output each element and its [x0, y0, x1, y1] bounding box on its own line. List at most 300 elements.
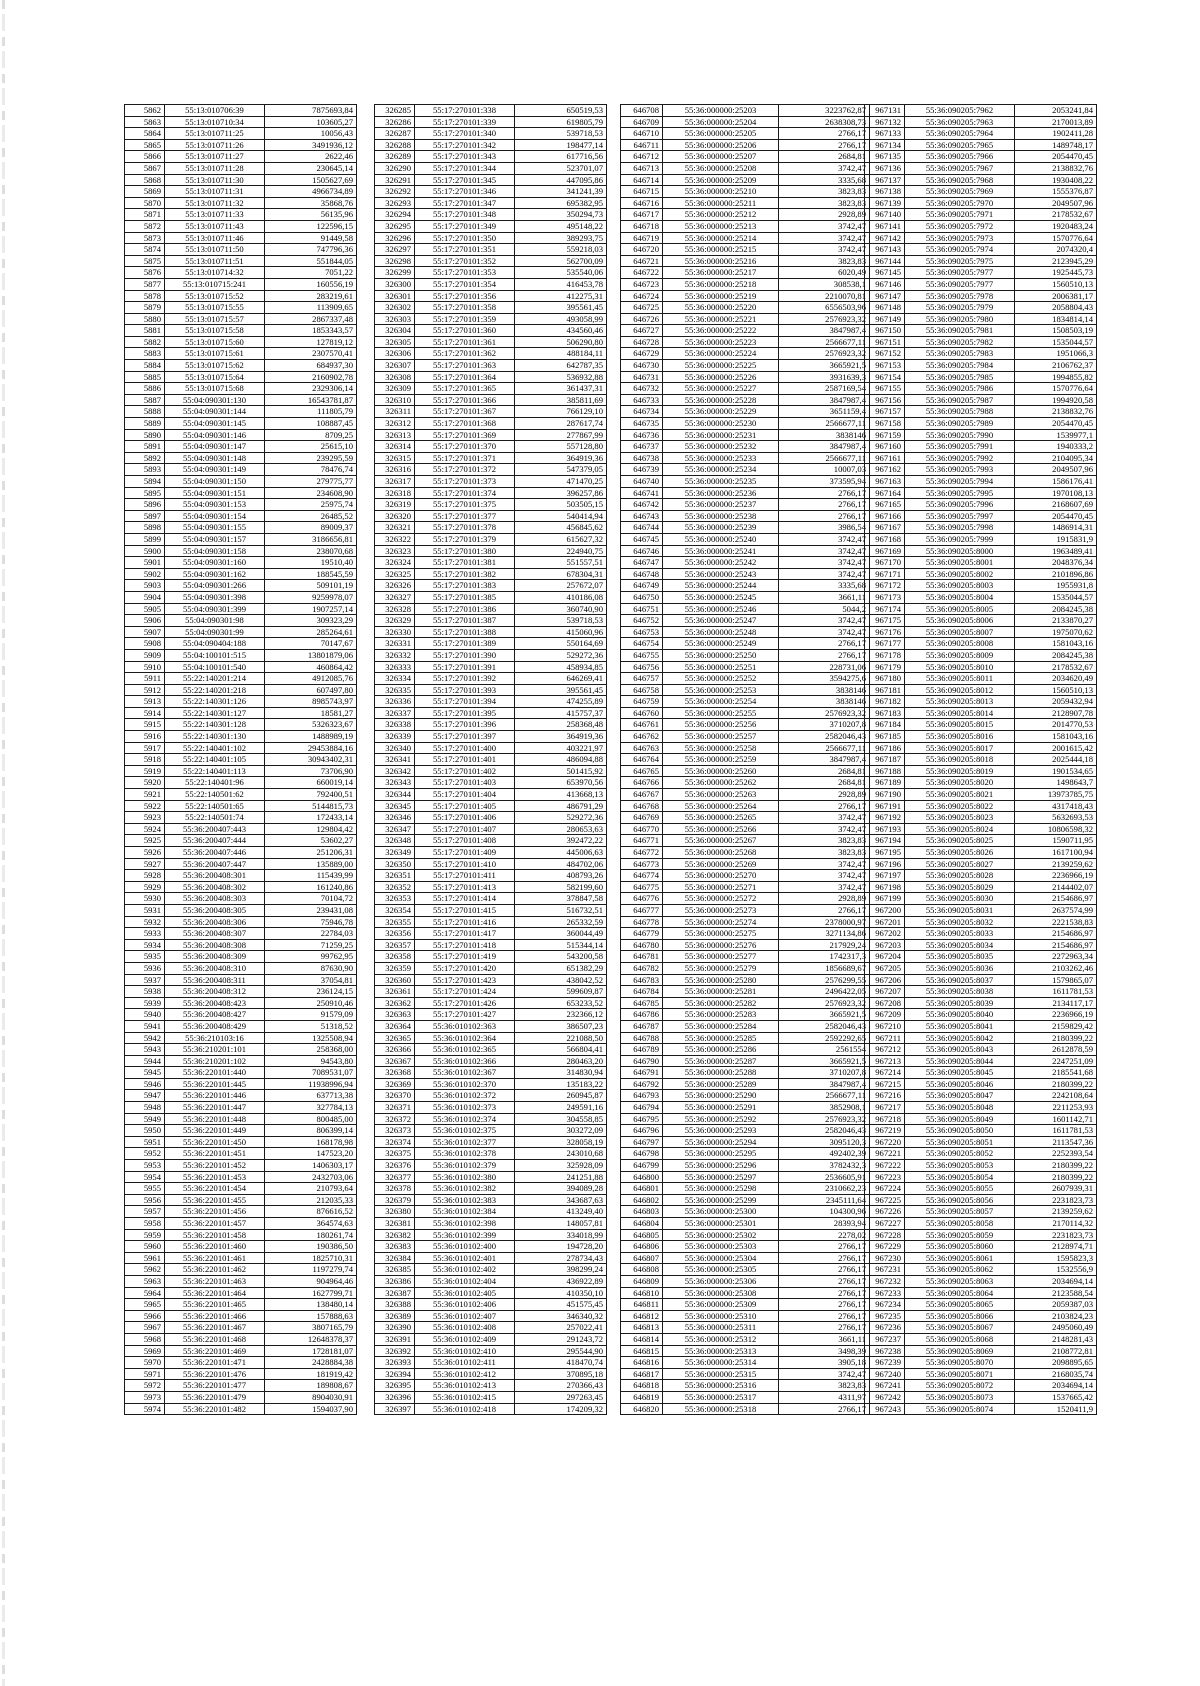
- table-row: [865, 800, 1097, 812]
- table-row: [125, 1206, 357, 1218]
- cadastral-value: 3710207,8: [779, 1067, 870, 1079]
- row-number: 5929: [125, 881, 165, 893]
- table-row: [865, 754, 1097, 766]
- row-number: 646792: [621, 1078, 663, 1090]
- row-number: 326397: [375, 1403, 415, 1415]
- row-number: 646740: [621, 476, 663, 488]
- table-row: [375, 499, 607, 511]
- table-row: [865, 302, 1097, 314]
- row-number: 5915: [125, 719, 165, 731]
- cadastral-value: 2170013,89: [1015, 116, 1097, 128]
- row-number: 5897: [125, 510, 165, 522]
- cadastral-number: 55:36:000000:25289: [663, 1078, 779, 1090]
- row-number: 646780: [621, 939, 663, 951]
- row-number: 646817: [621, 1368, 663, 1380]
- cadastral-value: 529272,36: [515, 812, 607, 824]
- cadastral-number: 55:17:270101:360: [415, 325, 515, 337]
- cadastral-number: 55:04:090301:150: [165, 476, 265, 488]
- row-number: 326289: [375, 151, 415, 163]
- cadastral-value: 243010,68: [515, 1148, 607, 1160]
- row-number: 967170: [865, 557, 905, 569]
- row-number: 5903: [125, 580, 165, 592]
- cadastral-value: 1901534,65: [1015, 765, 1097, 777]
- cadastral-number: 55:36:000000:25264: [663, 800, 779, 812]
- table-row: [375, 754, 607, 766]
- table-row: [865, 418, 1097, 430]
- cadastral-number: 55:36:000000:25275: [663, 928, 779, 940]
- cadastral-number: 55:36:000000:25234: [663, 464, 779, 476]
- cadastral-value: 1595823,3: [1015, 1252, 1097, 1264]
- cadastral-number: 55:36:090205:7983: [905, 348, 1015, 360]
- table-row: [375, 1078, 607, 1090]
- table-row: [125, 487, 357, 499]
- table-row: [375, 510, 607, 522]
- cadastral-value: 3742,47: [779, 626, 870, 638]
- cadastral-number: 55:17:270101:362: [415, 348, 515, 360]
- cadastral-number: 55:36:090205:7967: [905, 162, 1015, 174]
- row-number: 5913: [125, 696, 165, 708]
- table-row: [865, 1403, 1097, 1415]
- row-number: 967140: [865, 209, 905, 221]
- cadastral-value: 2048376,34: [1015, 557, 1097, 569]
- table-row: [865, 1368, 1097, 1380]
- cadastral-value: 2049507,96: [1015, 197, 1097, 209]
- cadastral-value: 2001615,42: [1015, 742, 1097, 754]
- cadastral-number: 55:17:270101:378: [415, 522, 515, 534]
- row-number: 646721: [621, 255, 663, 267]
- cadastral-number: 55:36:010102:367: [415, 1067, 515, 1079]
- cadastral-number: 55:17:270101:381: [415, 557, 515, 569]
- cadastral-value: 2180399,22: [1015, 1032, 1097, 1044]
- table-row: [125, 1403, 357, 1415]
- table-row: [865, 533, 1097, 545]
- row-number: 967156: [865, 394, 905, 406]
- cadastral-value: 2928,89: [779, 893, 870, 905]
- cadastral-number: 55:36:090205:7974: [905, 244, 1015, 256]
- cadastral-value: 104300,96: [779, 1206, 870, 1218]
- row-number: 5948: [125, 1102, 165, 1114]
- row-number: 326341: [375, 754, 415, 766]
- cadastral-number: 55:04:090301:149: [165, 464, 265, 476]
- cadastral-value: 2684,81: [779, 151, 870, 163]
- cadastral-value: 364919,36: [515, 452, 607, 464]
- row-number: 646732: [621, 383, 663, 395]
- row-number: 326391: [375, 1333, 415, 1345]
- cadastral-value: 398299,24: [515, 1264, 607, 1276]
- cadastral-number: 55:36:090205:8074: [905, 1403, 1015, 1415]
- cadastral-value: 2236966,19: [1015, 1009, 1097, 1021]
- table-row: [865, 278, 1097, 290]
- row-number: 5970: [125, 1357, 165, 1369]
- cadastral-value: 3742,47: [779, 244, 870, 256]
- table-row: [375, 1206, 607, 1218]
- table-row: [125, 1183, 357, 1195]
- row-number: 646757: [621, 673, 663, 685]
- cadastral-number: 55:36:090205:8060: [905, 1241, 1015, 1253]
- row-number: 326292: [375, 186, 415, 198]
- table-row: [375, 1252, 607, 1264]
- cadastral-value: 29453884,16: [265, 742, 357, 754]
- row-number: 646801: [621, 1183, 663, 1195]
- row-number: 5952: [125, 1148, 165, 1160]
- table-row: [865, 684, 1097, 696]
- cadastral-value: 2928,89: [779, 209, 870, 221]
- cadastral-number: 55:04:090404:188: [165, 638, 265, 650]
- cadastral-number: 55:36:090205:7998: [905, 522, 1015, 534]
- cadastral-value: 2106762,37: [1015, 360, 1097, 372]
- cadastral-number: 55:13:010711:25: [165, 128, 265, 140]
- row-number: 326388: [375, 1299, 415, 1311]
- table-row: [621, 939, 870, 951]
- cadastral-number: 55:36:090205:7962: [905, 105, 1015, 117]
- row-number: 646744: [621, 522, 663, 534]
- cadastral-value: 103605,27: [265, 116, 357, 128]
- table-row: [375, 835, 607, 847]
- row-number: 646748: [621, 568, 663, 580]
- cadastral-value: 2084245,38: [1015, 649, 1097, 661]
- row-number: 5957: [125, 1206, 165, 1218]
- cadastral-number: 55:36:200408:302: [165, 881, 265, 893]
- cadastral-number: 55:36:090205:8004: [905, 591, 1015, 603]
- cadastral-number: 55:17:270101:394: [415, 696, 515, 708]
- cadastral-number: 55:36:000000:25291: [663, 1102, 779, 1114]
- row-number: 5910: [125, 661, 165, 673]
- cadastral-number: 55:36:220101:462: [165, 1264, 265, 1276]
- cadastral-number: 55:36:090205:8016: [905, 731, 1015, 743]
- table-row: [621, 533, 870, 545]
- cadastral-number: 55:36:090205:8006: [905, 615, 1015, 627]
- cadastral-value: 1486914,31: [1015, 522, 1097, 534]
- cadastral-value: 2236966,19: [1015, 870, 1097, 882]
- cadastral-value: 2180399,22: [1015, 1160, 1097, 1172]
- cadastral-number: 55:36:090205:8041: [905, 1020, 1015, 1032]
- cadastral-value: 2034694,14: [1015, 1380, 1097, 1392]
- cadastral-value: 509101,19: [265, 580, 357, 592]
- row-number: 967136: [865, 162, 905, 174]
- cadastral-number: 55:36:000000:25246: [663, 603, 779, 615]
- table-row: [125, 1160, 357, 1172]
- row-number: 646770: [621, 823, 663, 835]
- row-number: 5898: [125, 522, 165, 534]
- cadastral-number: 55:36:000000:25281: [663, 986, 779, 998]
- row-number: 967149: [865, 313, 905, 325]
- cadastral-value: 3847987,4: [779, 754, 870, 766]
- table-row: [865, 568, 1097, 580]
- cadastral-value: 2576923,32: [779, 707, 870, 719]
- table-row: [865, 928, 1097, 940]
- cadastral-value: 328058,19: [515, 1136, 607, 1148]
- cadastral-number: 55:17:270101:339: [415, 116, 515, 128]
- row-number: 646720: [621, 244, 663, 256]
- table-row: [865, 406, 1097, 418]
- table-row: [865, 1333, 1097, 1345]
- row-number: 646761: [621, 719, 663, 731]
- table-row: [125, 105, 357, 117]
- cadastral-number: 55:36:090205:7972: [905, 220, 1015, 232]
- row-number: 967225: [865, 1194, 905, 1206]
- cadastral-number: 55:36:220101:452: [165, 1160, 265, 1172]
- row-number: 646820: [621, 1403, 663, 1415]
- table-row: [375, 1345, 607, 1357]
- table-row: [125, 1194, 357, 1206]
- table-row: [865, 951, 1097, 963]
- cadastral-number: 55:13:010711:30: [165, 174, 265, 186]
- table-row: [621, 290, 870, 302]
- table-row: [865, 1264, 1097, 1276]
- cadastral-value: 1505627,69: [265, 174, 357, 186]
- cadastral-number: 55:36:200408:427: [165, 1009, 265, 1021]
- cadastral-value: 2766,17: [779, 510, 870, 522]
- row-number: 326347: [375, 823, 415, 835]
- cadastral-value: 251206,31: [265, 847, 357, 859]
- table-row: [375, 151, 607, 163]
- row-number: 646763: [621, 742, 663, 754]
- cadastral-number: 55:13:010711:43: [165, 220, 265, 232]
- table-row: [125, 1368, 357, 1380]
- cadastral-value: 1489748,17: [1015, 139, 1097, 151]
- cadastral-number: 55:36:010102:406: [415, 1299, 515, 1311]
- cadastral-number: 55:36:000000:25247: [663, 615, 779, 627]
- cadastral-value: 168178,98: [265, 1136, 357, 1148]
- table-row: [621, 847, 870, 859]
- row-number: 967224: [865, 1183, 905, 1195]
- table-row: [125, 603, 357, 615]
- table-row: [621, 962, 870, 974]
- cadastral-number: 55:36:200408:308: [165, 939, 265, 951]
- table-row: [375, 1299, 607, 1311]
- table-row: [865, 591, 1097, 603]
- row-number: 5905: [125, 603, 165, 615]
- cadastral-value: 2766,17: [779, 1287, 870, 1299]
- cadastral-value: 2139259,62: [1015, 858, 1097, 870]
- row-number: 967237: [865, 1333, 905, 1345]
- cadastral-number: 55:36:220101:456: [165, 1206, 265, 1218]
- table-row: [865, 731, 1097, 743]
- table-row: [865, 1218, 1097, 1230]
- cadastral-number: 55:36:090205:7994: [905, 476, 1015, 488]
- cadastral-value: 2576299,55: [779, 974, 870, 986]
- cadastral-number: 55:36:000000:25276: [663, 939, 779, 951]
- row-number: 5882: [125, 336, 165, 348]
- table-row: [865, 244, 1097, 256]
- table-row: [865, 522, 1097, 534]
- cadastral-value: 4317418,43: [1015, 800, 1097, 812]
- cadastral-value: 287617,74: [515, 418, 607, 430]
- cadastral-number: 55:36:220101:466: [165, 1310, 265, 1322]
- table-row: [125, 1287, 357, 1299]
- cadastral-number: 55:36:090205:7965: [905, 139, 1015, 151]
- table-row: [375, 615, 607, 627]
- table-row: [125, 1113, 357, 1125]
- cadastral-number: 55:36:090205:8012: [905, 684, 1015, 696]
- table-row: [375, 325, 607, 337]
- cadastral-value: 547379,05: [515, 464, 607, 476]
- table-row: [375, 661, 607, 673]
- row-number: 646811: [621, 1299, 663, 1311]
- cadastral-value: 1570776,64: [1015, 232, 1097, 244]
- row-number: 967203: [865, 939, 905, 951]
- cadastral-value: 2211253,93: [1015, 1102, 1097, 1114]
- cadastral-value: 1994855,82: [1015, 371, 1097, 383]
- row-number: 967181: [865, 684, 905, 696]
- cadastral-value: 876616,52: [265, 1206, 357, 1218]
- cadastral-value: 410186,08: [515, 591, 607, 603]
- cadastral-value: 619805,79: [515, 116, 607, 128]
- row-number: 646738: [621, 452, 663, 464]
- cadastral-number: 55:36:090205:8052: [905, 1148, 1015, 1160]
- row-number: 326285: [375, 105, 415, 117]
- table-row: [621, 1368, 870, 1380]
- row-number: 5865: [125, 139, 165, 151]
- table-row: [125, 220, 357, 232]
- table-row: [125, 406, 357, 418]
- cadastral-value: 1617100,94: [1015, 847, 1097, 859]
- row-number: 967240: [865, 1368, 905, 1380]
- row-number: 967219: [865, 1125, 905, 1137]
- cadastral-value: 484702,06: [515, 858, 607, 870]
- cadastral-number: 55:36:000000:25304: [663, 1252, 779, 1264]
- table-row: [865, 904, 1097, 916]
- table-row: [865, 499, 1097, 511]
- cadastral-value: 2180399,22: [1015, 1171, 1097, 1183]
- row-number: 646723: [621, 278, 663, 290]
- table-row: [125, 881, 357, 893]
- row-number: 326300: [375, 278, 415, 290]
- cadastral-number: 55:36:090205:7988: [905, 406, 1015, 418]
- row-number: 967174: [865, 603, 905, 615]
- table-row: [865, 394, 1097, 406]
- table-row: [375, 1322, 607, 1334]
- cadastral-number: 55:04:090301:266: [165, 580, 265, 592]
- cadastral-number: 55:13:010715:58: [165, 325, 265, 337]
- table-row: [375, 557, 607, 569]
- cadastral-number: 55:36:220101:469: [165, 1345, 265, 1357]
- cadastral-value: 1955931,8: [1015, 580, 1097, 592]
- table-row: [375, 789, 607, 801]
- cadastral-value: 501415,92: [515, 765, 607, 777]
- cadastral-value: 792400,51: [265, 789, 357, 801]
- table-row: [621, 244, 870, 256]
- cadastral-value: 135889,00: [265, 858, 357, 870]
- cadastral-value: 2134117,17: [1015, 997, 1097, 1009]
- cadastral-number: 55:36:220101:471: [165, 1357, 265, 1369]
- cadastral-number: 55:36:010102:377: [415, 1136, 515, 1148]
- row-number: 5938: [125, 986, 165, 998]
- table-row: [125, 325, 357, 337]
- cadastral-value: 2612878,59: [1015, 1044, 1097, 1056]
- cadastral-number: 55:36:220101:451: [165, 1148, 265, 1160]
- cadastral-number: 55:36:090205:8028: [905, 870, 1015, 882]
- cadastral-number: 55:22:140201:214: [165, 673, 265, 685]
- cadastral-value: 3742,47: [779, 533, 870, 545]
- cadastral-number: 55:17:270101:352: [415, 255, 515, 267]
- cadastral-number: 55:36:000000:25262: [663, 777, 779, 789]
- row-number: 5911: [125, 673, 165, 685]
- row-number: 326362: [375, 997, 415, 1009]
- cadastral-value: 539718,53: [515, 128, 607, 140]
- cadastral-value: 2168035,74: [1015, 1368, 1097, 1380]
- row-number: 967239: [865, 1357, 905, 1369]
- cadastral-number: 55:22:140401:113: [165, 765, 265, 777]
- cadastral-number: 55:17:270101:349: [415, 220, 515, 232]
- cadastral-number: 55:36:090205:8046: [905, 1078, 1015, 1090]
- row-number: 967178: [865, 649, 905, 661]
- row-number: 967194: [865, 835, 905, 847]
- table-row: [375, 1194, 607, 1206]
- table-row: [865, 962, 1097, 974]
- table-row: [375, 800, 607, 812]
- table-row: [865, 1183, 1097, 1195]
- cadastral-value: 35868,76: [265, 197, 357, 209]
- table-row: [865, 580, 1097, 592]
- cadastral-number: 55:13:010715:57: [165, 313, 265, 325]
- cadastral-value: 234608,90: [265, 487, 357, 499]
- cadastral-number: 55:36:090205:8034: [905, 939, 1015, 951]
- table-row: [865, 1391, 1097, 1403]
- row-number: 967143: [865, 244, 905, 256]
- table-row: [125, 174, 357, 186]
- cadastral-number: 55:36:010102:398: [415, 1218, 515, 1230]
- cadastral-value: 516732,51: [515, 904, 607, 916]
- row-number: 326352: [375, 881, 415, 893]
- row-number: 5904: [125, 591, 165, 603]
- table-row: [865, 1252, 1097, 1264]
- row-number: 326383: [375, 1241, 415, 1253]
- row-number: 5925: [125, 835, 165, 847]
- table-row: [125, 626, 357, 638]
- table-row: [621, 418, 870, 430]
- row-number: 646736: [621, 429, 663, 441]
- cadastral-number: 55:36:000000:25237: [663, 499, 779, 511]
- cadastral-value: 180261,74: [265, 1229, 357, 1241]
- table-row: [375, 986, 607, 998]
- row-number: 967133: [865, 128, 905, 140]
- cadastral-value: 5632693,53: [1015, 812, 1097, 824]
- row-number: 646795: [621, 1113, 663, 1125]
- row-number: 5895: [125, 487, 165, 499]
- cadastral-value: 181919,42: [265, 1368, 357, 1380]
- cadastral-value: 2495060,49: [1015, 1322, 1097, 1334]
- row-number: 646752: [621, 615, 663, 627]
- cadastral-value: 535540,06: [515, 267, 607, 279]
- cadastral-value: 486094,88: [515, 754, 607, 766]
- cadastral-value: 456845,62: [515, 522, 607, 534]
- cadastral-number: 55:36:220101:465: [165, 1299, 265, 1311]
- table-row: [375, 487, 607, 499]
- cadastral-value: 2592292,65: [779, 1032, 870, 1044]
- table-row: [621, 1345, 870, 1357]
- row-number: 326343: [375, 777, 415, 789]
- table-row: [865, 1136, 1097, 1148]
- cadastral-number: 55:36:000000:25244: [663, 580, 779, 592]
- cadastral-number: 55:36:000000:25209: [663, 174, 779, 186]
- table-row: [375, 649, 607, 661]
- cadastral-number: 55:36:090205:7964: [905, 128, 1015, 140]
- cadastral-value: 3823,83: [779, 835, 870, 847]
- row-number: 326295: [375, 220, 415, 232]
- cadastral-number: 55:17:270101:366: [415, 394, 515, 406]
- table-row: [125, 116, 357, 128]
- cadastral-number: 55:36:000000:25222: [663, 325, 779, 337]
- cadastral-number: 55:36:000000:25256: [663, 719, 779, 731]
- cadastral-number: 55:36:000000:25274: [663, 916, 779, 928]
- cadastral-number: 55:17:270101:359: [415, 313, 515, 325]
- cadastral-number: 55:36:000000:25263: [663, 789, 779, 801]
- cadastral-value: 26485,52: [265, 510, 357, 522]
- row-number: 326333: [375, 661, 415, 673]
- row-number: 967160: [865, 441, 905, 453]
- table-row: [375, 371, 607, 383]
